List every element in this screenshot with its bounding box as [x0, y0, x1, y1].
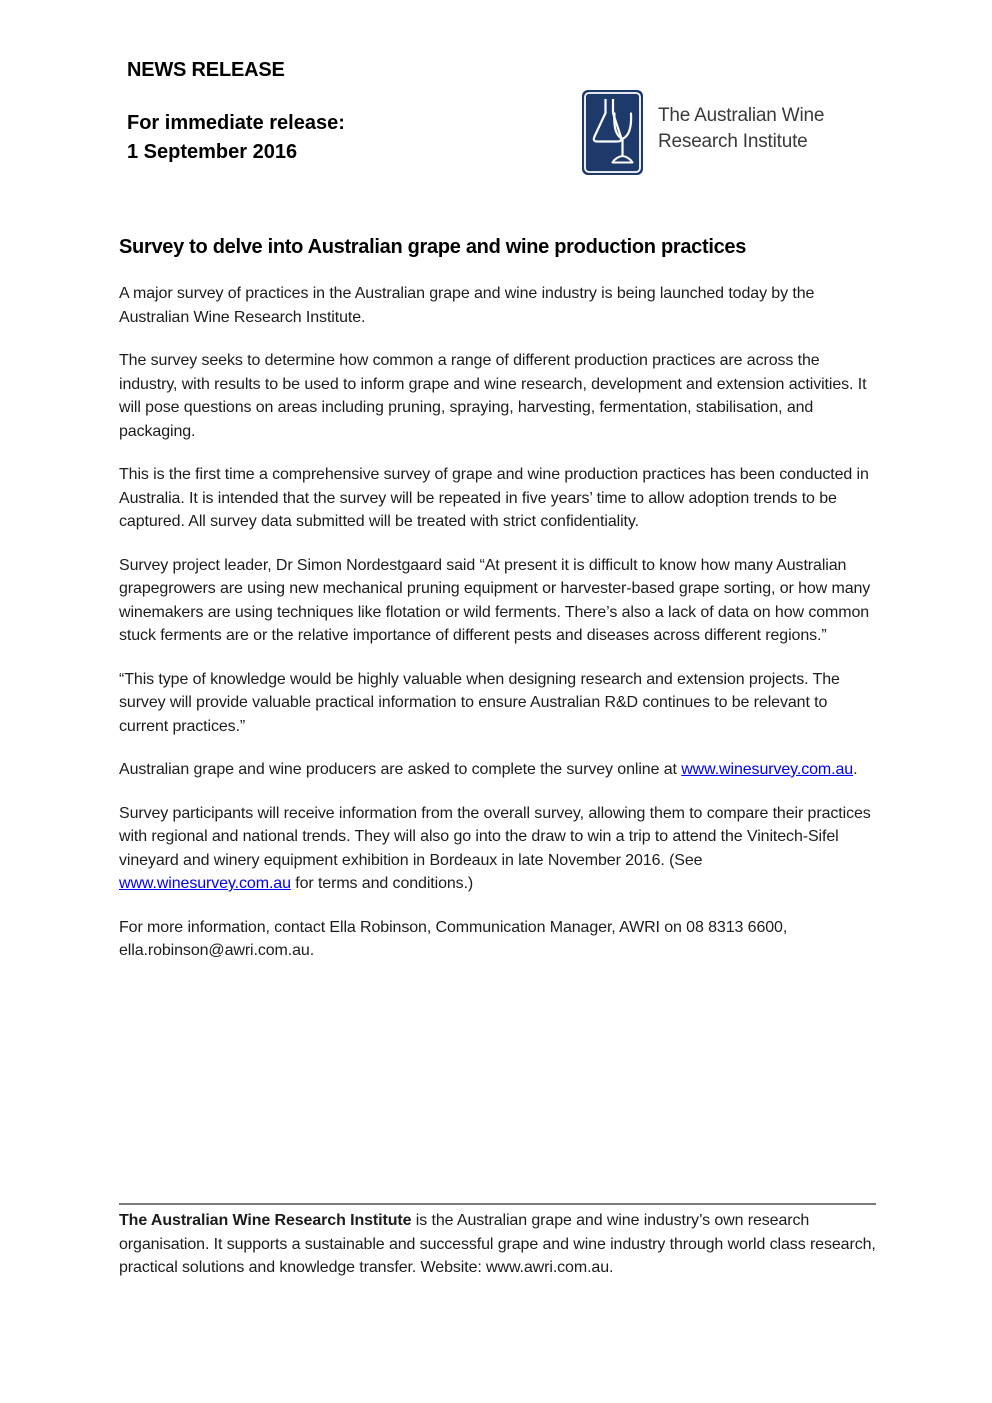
- paragraph: [119, 554, 876, 648]
- logo-wordmark-line1: The Australian Wine: [658, 105, 825, 126]
- text-segment: .: [853, 761, 858, 778]
- paragraph: [119, 282, 876, 329]
- text-segment: This is the first time a comprehensive survey of grape and wine production practices has been conducted in Australia. It is intended that the survey will be repeated in five years’ time to allow adoption trends to be captured. All survey data submitted will be treated with strict confidentiality.: [119, 466, 869, 530]
- article-body: [119, 282, 876, 963]
- paragraph: [119, 668, 876, 739]
- logo-wordmark-line2: Research Institute: [658, 131, 808, 152]
- logo-wordmark: [658, 90, 824, 155]
- winesurvey-link[interactable]: www.winesurvey.com.au: [681, 761, 854, 778]
- news-release-kicker: NEWS RELEASE: [127, 59, 285, 81]
- footer-note: [119, 1203, 876, 1280]
- text-segment: is the Australian grape and wine industry’s own research organisation. It supports a sustainable and successful grape and wine industry through world class research, practical solutions and knowledge transfer. Website: www.awri.com.au.: [119, 1212, 876, 1276]
- paragraph: [119, 916, 876, 963]
- paragraph: [119, 758, 876, 782]
- footer-paragraph: [119, 1209, 876, 1280]
- text-segment: Australian grape and wine producers are asked to complete the survey online at: [119, 761, 682, 778]
- article: [119, 236, 876, 983]
- text-segment: A major survey of practices in the Australian grape and wine industry is being launched today by the Australian Wine Research Institute.: [119, 285, 815, 326]
- text-segment: “This type of knowledge would be highly valuable when designing research and extension projects. The survey will provide valuable practical information to ensure Australian R&D continues to be relevant to current practices.”: [119, 670, 840, 735]
- release-label: For immediate release:: [127, 112, 345, 134]
- paragraph: [119, 349, 876, 443]
- awri-logo: [582, 90, 824, 175]
- winesurvey-link[interactable]: www.winesurvey.com.au: [119, 875, 291, 892]
- paragraph: [119, 463, 876, 534]
- text-segment: Survey project leader, Dr Simon Nordestgaard said “At present it is difficult to know how many Australian grapegrowers are using new mechanical pruning equipment or harvester-based grape sorting, or how many winemakers are using techniques like flotation or wild ferments. There’s also a lack of data on how common stuck ferments are or the relative importance of different pests and diseases across different regions.”: [119, 556, 871, 644]
- article-title: Survey to delve into Australian grape and wine production practices: [119, 236, 747, 258]
- text-segment: Survey participants will receive information from the overall survey, allowing them to compare their practices with regional and national trends. They will also go into the draw to win a trip to attend the Vinitech-Sifel vineyard and winery equipment exhibition in Bordeaux in late November 2016. (See: [119, 804, 871, 869]
- text-segment: The Australian Wine Research Institute: [119, 1212, 412, 1229]
- text-segment: The survey seeks to determine how common a range of different production practices are across the industry, with results to be used to inform grape and wine research, development and extension activities. It will pose questions on areas including pruning, spraying, harvesting, fermentation, stabilisation, and packaging.: [119, 352, 867, 440]
- paragraph: [119, 802, 876, 896]
- release-date: 1 September 2016: [127, 141, 298, 163]
- text-segment: For more information, contact Ella Robinson, Communication Manager, AWRI on 08 8313 6600, ella.robinson@awri.com.au.: [119, 918, 788, 959]
- flask-and-wine-glass-icon: [582, 90, 643, 175]
- text-segment: for terms and conditions.): [290, 875, 474, 892]
- release-info: [127, 109, 345, 167]
